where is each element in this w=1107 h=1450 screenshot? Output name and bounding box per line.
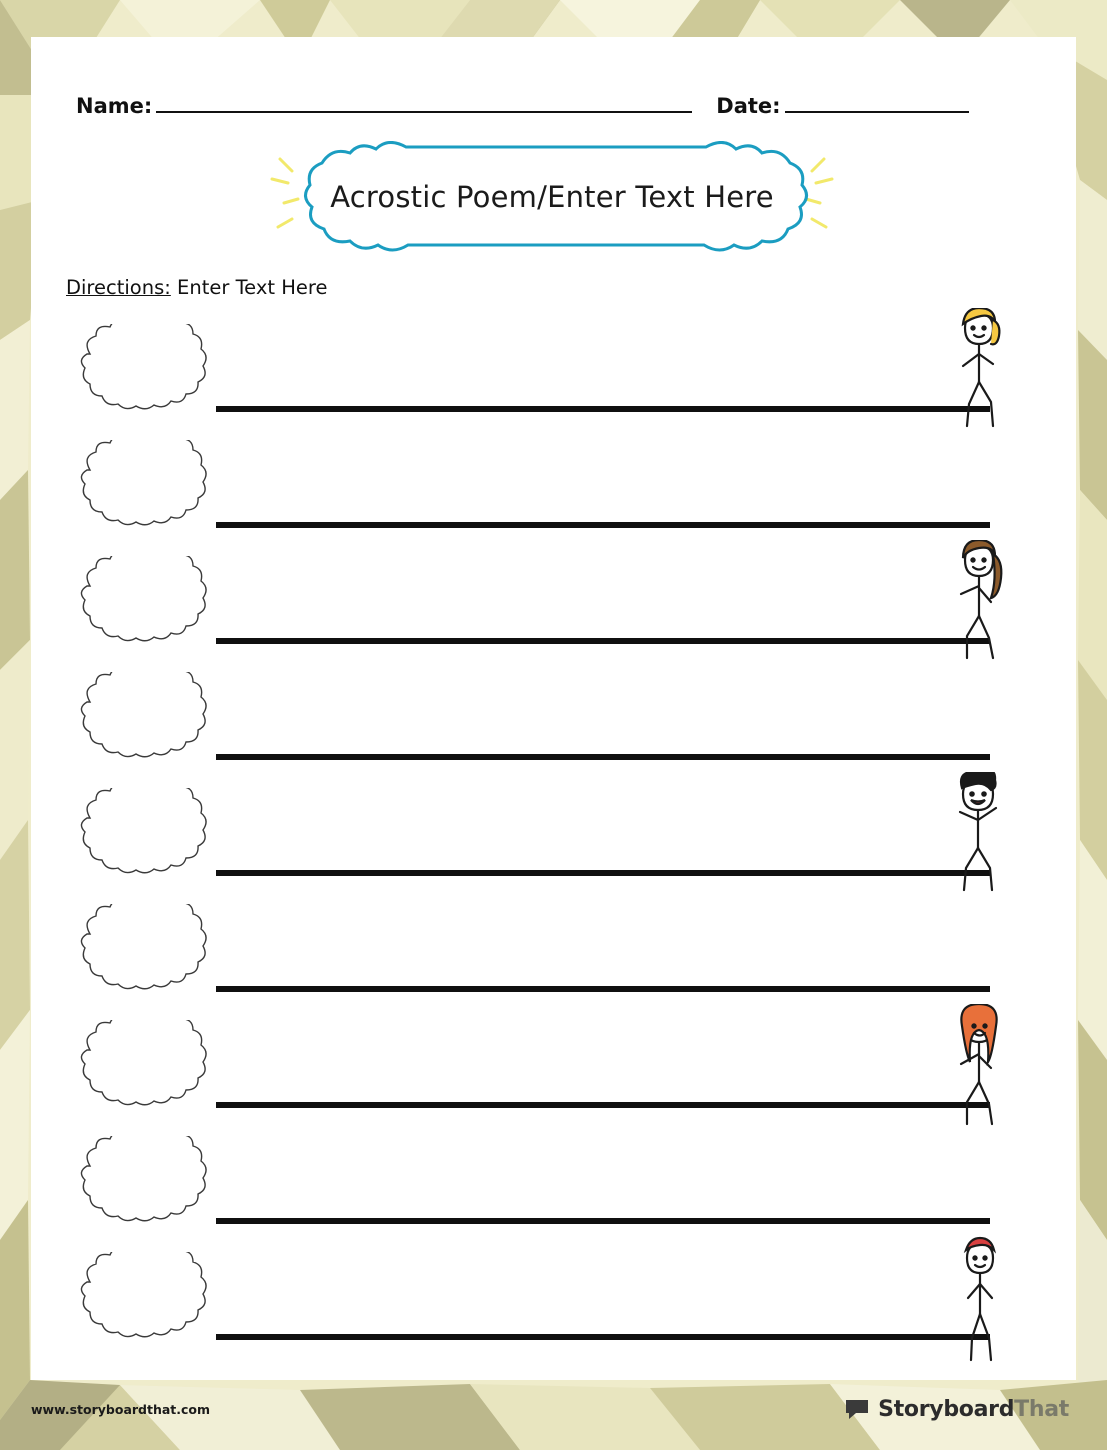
- title-banner: [262, 141, 842, 253]
- poem-rows: [0, 320, 1107, 1364]
- write-line[interactable]: [216, 870, 990, 876]
- table-row: [0, 900, 1107, 1016]
- name-date-row: [76, 94, 976, 128]
- letter-bubble[interactable]: [76, 1020, 210, 1114]
- stick-figure-girl-brown-hair: [935, 540, 1021, 670]
- letter-bubble[interactable]: [76, 788, 210, 882]
- write-line[interactable]: [216, 1218, 990, 1224]
- footer-url[interactable]: www.storyboardthat.com: [31, 1402, 211, 1417]
- stick-figure-girl-red-headband: [935, 1236, 1021, 1366]
- brand-text: [878, 1397, 1069, 1422]
- brand-text-secondary: That: [1014, 1396, 1069, 1422]
- letter-bubble[interactable]: [76, 1252, 210, 1346]
- brand-logo: [844, 1394, 1069, 1424]
- date-label: Date:: [716, 94, 781, 118]
- stick-figure-girl-blonde: [935, 308, 1021, 438]
- write-line[interactable]: [216, 406, 990, 412]
- directions-line: [66, 276, 327, 299]
- letter-bubble[interactable]: [76, 324, 210, 418]
- letter-bubble[interactable]: [76, 904, 210, 998]
- write-line[interactable]: [216, 522, 990, 528]
- letter-bubble[interactable]: [76, 440, 210, 534]
- letter-bubble[interactable]: [76, 672, 210, 766]
- date-input-line[interactable]: [785, 94, 969, 113]
- stick-figure-girl-red-hair: [935, 1004, 1021, 1134]
- worksheet-title: Acrostic Poem/Enter Text Here: [330, 180, 774, 214]
- table-row: [0, 1248, 1107, 1364]
- table-row: [0, 1132, 1107, 1248]
- write-line[interactable]: [216, 638, 990, 644]
- name-input-line[interactable]: [156, 94, 692, 113]
- letter-bubble[interactable]: [76, 1136, 210, 1230]
- directions-label: Directions:: [66, 276, 171, 299]
- table-row: [0, 668, 1107, 784]
- table-row: [0, 1016, 1107, 1132]
- letter-bubble[interactable]: [76, 556, 210, 650]
- table-row: [0, 320, 1107, 436]
- stick-figure-boy-curly-waving: [935, 772, 1021, 902]
- write-line[interactable]: [216, 986, 990, 992]
- brand-text-primary: Storyboard: [878, 1396, 1015, 1422]
- directions-text[interactable]: Enter Text Here: [177, 276, 328, 299]
- table-row: [0, 552, 1107, 668]
- write-line[interactable]: [216, 754, 990, 760]
- name-label: Name:: [76, 94, 153, 118]
- write-line[interactable]: [216, 1102, 990, 1108]
- write-line[interactable]: [216, 1334, 990, 1340]
- table-row: [0, 436, 1107, 552]
- table-row: [0, 784, 1107, 900]
- speech-bubble-icon: [844, 1398, 870, 1420]
